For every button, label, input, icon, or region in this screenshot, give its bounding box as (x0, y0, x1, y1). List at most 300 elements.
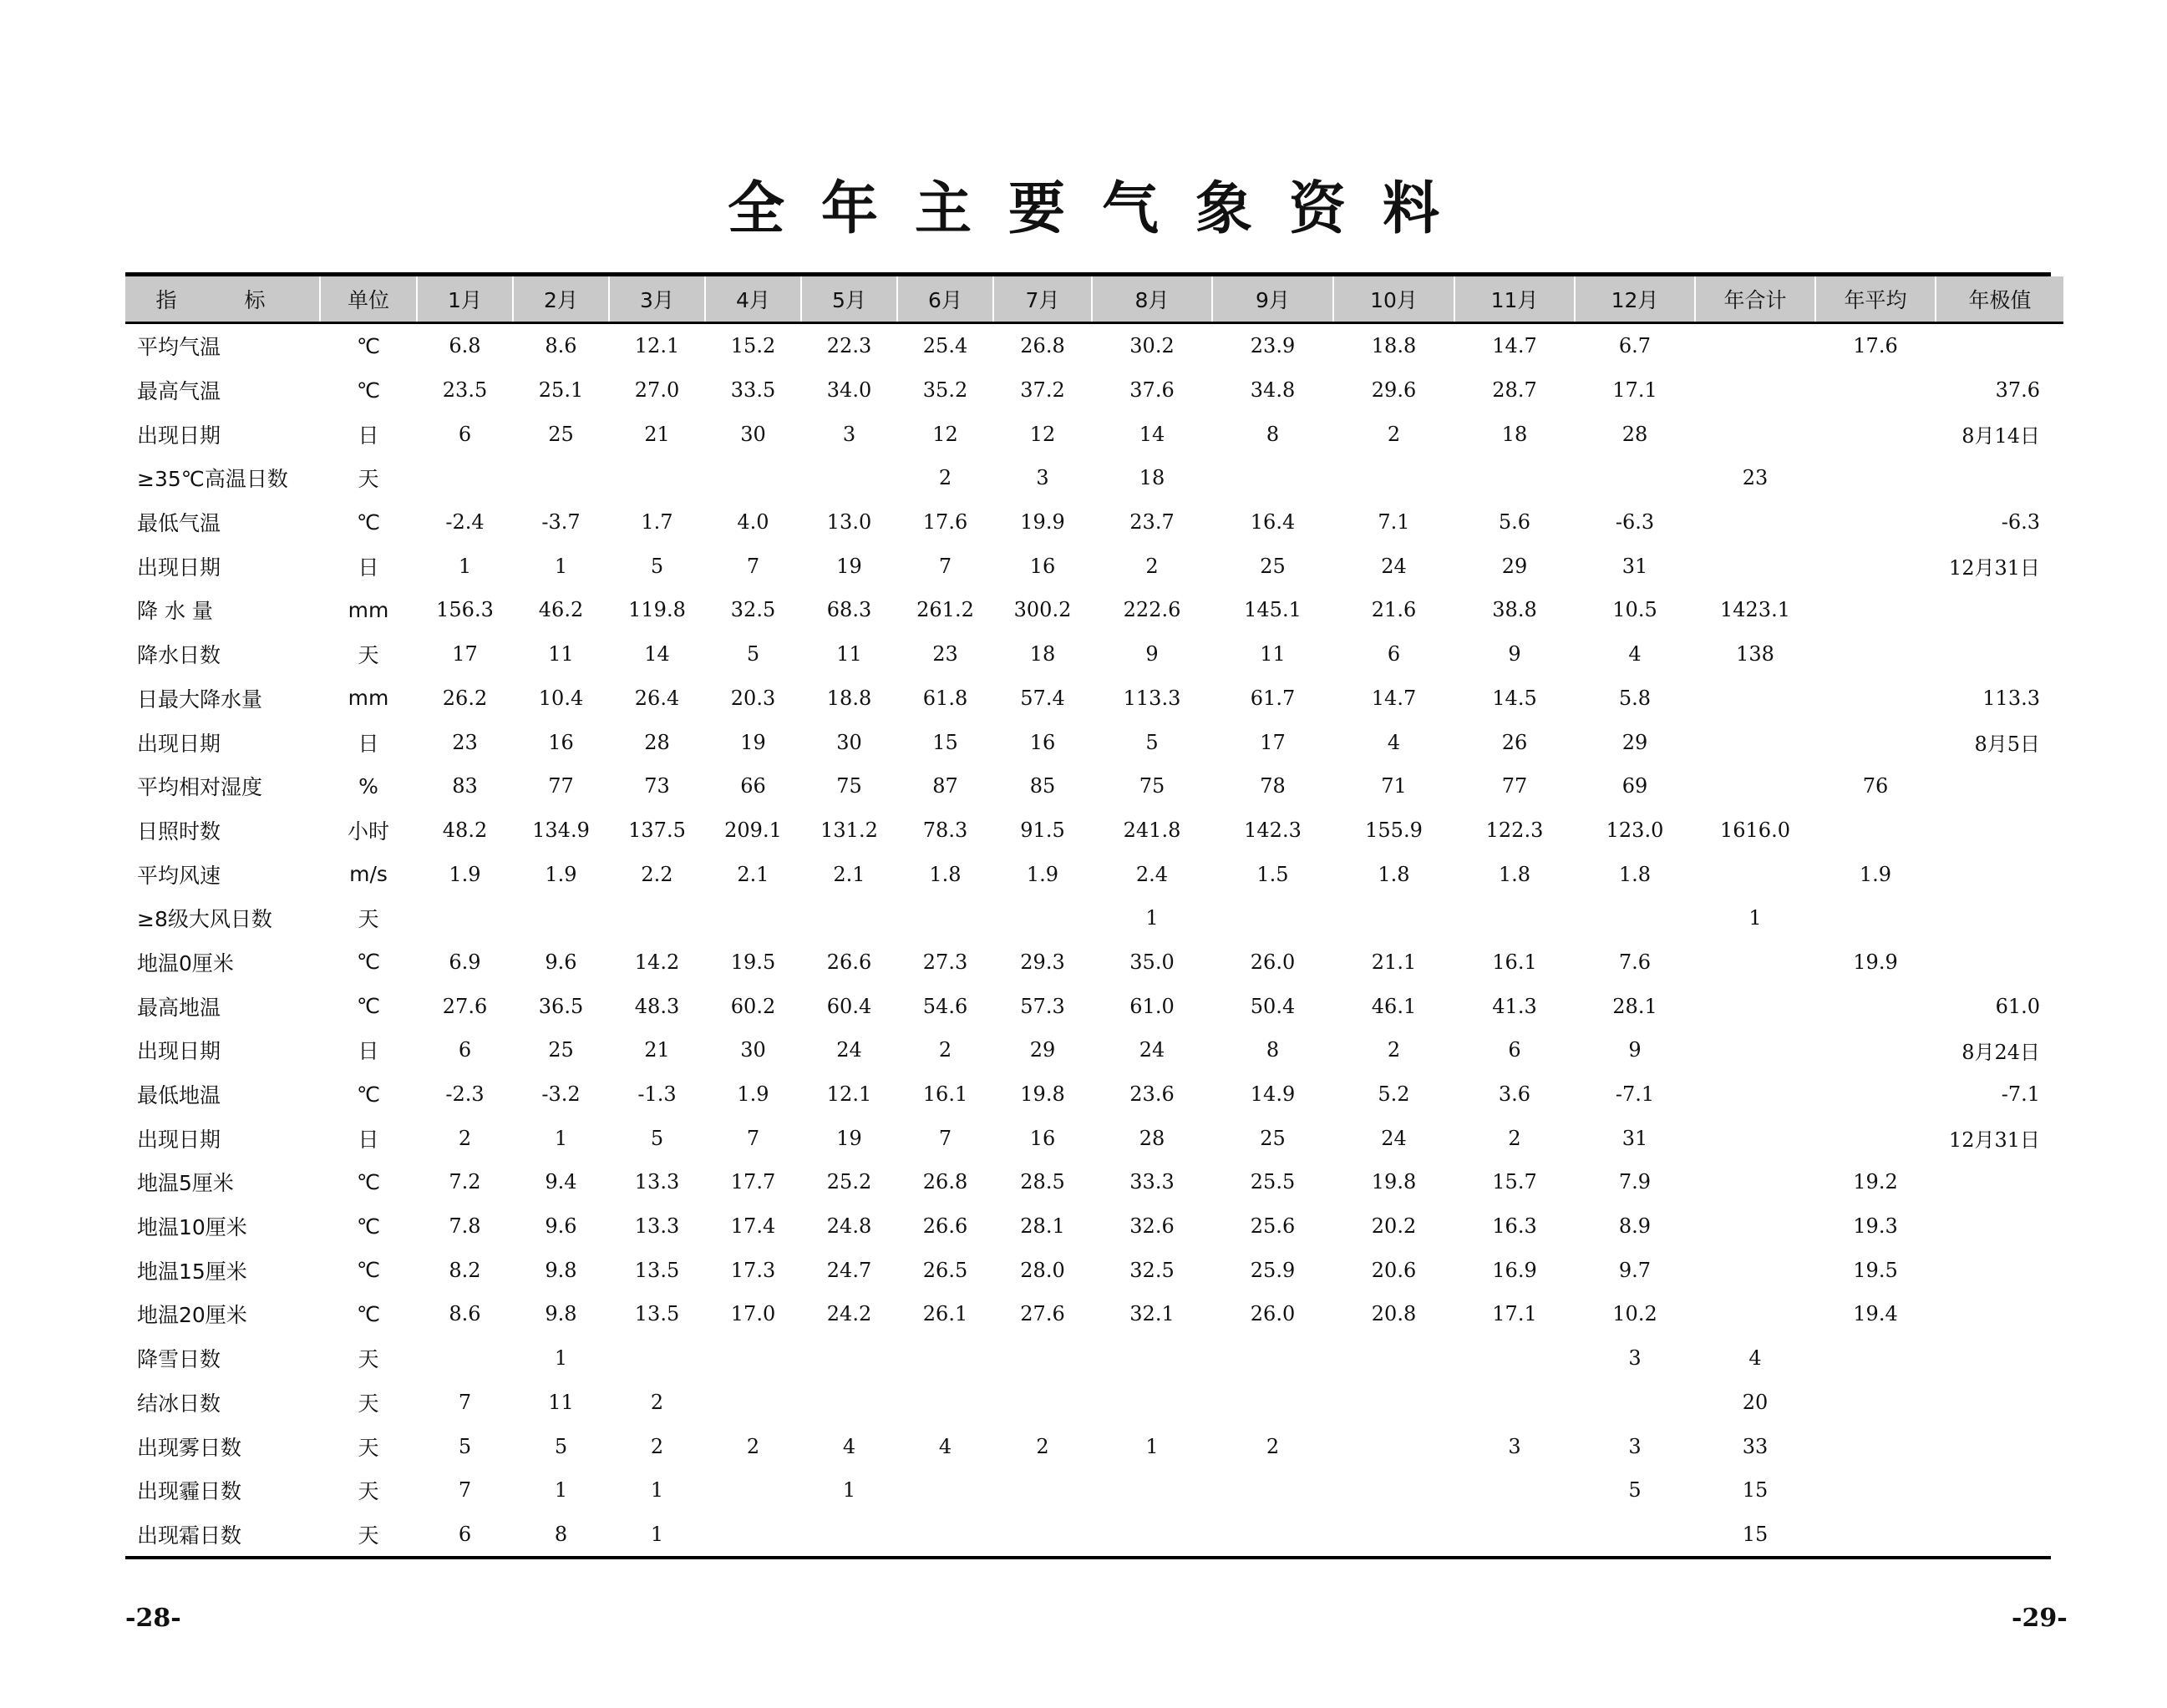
value-cell: 17.7 (730, 1170, 776, 1194)
value-cell: 1 (554, 554, 568, 578)
value-cell: 145.1 (1244, 598, 1302, 622)
annual-extreme-cell (1936, 1424, 2063, 1468)
value-cell (1815, 720, 1936, 764)
column-header: 11月 (1454, 276, 1575, 323)
row-label: 降 水 量 (137, 599, 213, 624)
value-cell: 2 (938, 1038, 952, 1062)
value-cell: 13.0 (826, 510, 872, 535)
unit-cell: ℃ (356, 950, 381, 975)
value-cell: 3.6 (1498, 1082, 1531, 1107)
row-label: 平均风速 (137, 863, 221, 888)
column-header: 年极值 (1936, 276, 2063, 323)
value-cell: 7 (938, 554, 952, 578)
value-cell (1815, 1072, 1936, 1117)
annual-extreme-cell (1936, 896, 2063, 940)
row-label: 最低地温 (137, 1083, 221, 1108)
value-cell (897, 896, 993, 940)
value-cell (1575, 1513, 1695, 1557)
row-label: 出现雾日数 (137, 1435, 242, 1460)
value-cell (801, 456, 897, 500)
value-cell (609, 1336, 705, 1381)
value-cell (801, 896, 897, 940)
value-cell: -6.3 (1615, 510, 1655, 535)
value-cell: 2 (938, 466, 952, 490)
column-header: 6月 (897, 276, 993, 323)
value-cell: 20.8 (1371, 1302, 1417, 1326)
value-cell: 20 (1742, 1390, 1769, 1414)
value-cell: 113.3 (1123, 686, 1181, 710)
value-cell: 1.9 (737, 1082, 769, 1107)
value-cell: 9 (1145, 642, 1159, 666)
value-cell (1695, 500, 1815, 545)
table-header-row (125, 276, 2063, 323)
value-cell: 32.5 (1129, 1258, 1175, 1282)
value-cell (1454, 896, 1575, 940)
unit-cell: 天 (358, 643, 379, 668)
annual-extreme-cell: 8月5日 (1974, 732, 2040, 757)
value-cell: 2.1 (833, 862, 865, 886)
value-cell: 15 (1742, 1522, 1769, 1546)
value-cell: 6 (1508, 1038, 1521, 1062)
unit-cell: ℃ (356, 1301, 381, 1326)
value-cell: 9 (1508, 642, 1521, 666)
value-cell (1333, 456, 1454, 500)
value-cell: 16.1 (922, 1082, 968, 1107)
value-cell: 155.9 (1365, 818, 1423, 842)
table-row (125, 1072, 2063, 1117)
page-title: 全年主要气象资料 (727, 175, 1476, 242)
value-cell: 7 (746, 1126, 760, 1150)
value-cell (705, 1513, 801, 1557)
value-cell: 25.2 (826, 1170, 872, 1194)
value-cell: 18.8 (826, 686, 872, 710)
value-cell: 25.6 (1250, 1214, 1296, 1239)
value-cell (1815, 544, 1936, 588)
annual-extreme-cell: -6.3 (2001, 510, 2040, 535)
unit-cell: ℃ (356, 1258, 381, 1283)
value-cell: 11 (548, 1390, 574, 1414)
row-label: 出现霾日数 (137, 1479, 242, 1504)
value-cell: 32.1 (1129, 1302, 1175, 1326)
value-cell (1333, 896, 1454, 940)
table-row (125, 632, 2063, 677)
value-cell: 19 (740, 730, 766, 754)
value-cell: 7.8 (449, 1214, 481, 1239)
value-cell: 138 (1736, 642, 1774, 666)
value-cell: 33 (1742, 1434, 1769, 1458)
value-cell (1695, 412, 1815, 456)
value-cell: 9 (1628, 1038, 1642, 1062)
value-cell: 75 (836, 774, 862, 798)
value-cell: 3 (1628, 1434, 1642, 1458)
value-cell: 34.0 (826, 378, 872, 403)
value-cell: 24 (1381, 1126, 1407, 1150)
value-cell: 18 (1029, 642, 1056, 666)
value-cell (1815, 808, 1936, 853)
value-cell (417, 1336, 513, 1381)
value-cell: 131.2 (820, 818, 878, 842)
value-cell: 5 (1145, 730, 1159, 754)
value-cell: 6.8 (449, 334, 481, 358)
value-cell: 300.2 (1013, 598, 1072, 622)
value-cell: 16 (1029, 730, 1056, 754)
value-cell: 15.2 (730, 334, 776, 358)
value-cell: 26.6 (826, 950, 872, 974)
value-cell: 57.3 (1020, 994, 1065, 1018)
value-cell: 9.6 (545, 950, 577, 974)
value-cell: 60.2 (730, 994, 776, 1018)
value-cell: 19.8 (1020, 1082, 1065, 1107)
value-cell: 17 (1260, 730, 1286, 754)
value-cell: 37.2 (1020, 378, 1065, 403)
value-cell: 75 (1139, 774, 1165, 798)
value-cell: 4 (1387, 730, 1401, 754)
value-cell: 1.8 (1378, 862, 1410, 886)
row-label: 地温10厘米 (137, 1215, 247, 1240)
annual-extreme-cell: 37.6 (1995, 378, 2040, 403)
value-cell: 14.7 (1371, 686, 1417, 710)
value-cell: 29 (1029, 1038, 1056, 1062)
value-cell: 19.2 (1853, 1170, 1898, 1194)
value-cell: 20.3 (730, 686, 776, 710)
value-cell: 73 (644, 774, 670, 798)
value-cell (1212, 1336, 1333, 1381)
unit-cell: 小时 (347, 819, 389, 844)
annual-extreme-cell (1936, 1468, 2063, 1513)
value-cell (1815, 1381, 1936, 1425)
value-cell: 11 (1260, 642, 1286, 666)
annual-extreme-cell (1936, 1381, 2063, 1425)
annual-extreme-cell (1936, 456, 2063, 500)
table-row (125, 1204, 2063, 1249)
value-cell: 5 (458, 1434, 472, 1458)
value-cell: 5.6 (1498, 510, 1531, 535)
row-label: 平均气温 (137, 335, 221, 360)
row-label: 降水日数 (137, 643, 221, 668)
value-cell (1212, 1513, 1333, 1557)
value-cell: 17 (452, 642, 478, 666)
value-cell: 85 (1029, 774, 1056, 798)
row-label: 地温0厘米 (137, 950, 234, 976)
value-cell: 1616.0 (1720, 818, 1790, 842)
table-row (125, 323, 2063, 368)
table-row (125, 1292, 2063, 1336)
value-cell (1815, 677, 1936, 721)
value-cell: 23 (452, 730, 478, 754)
value-cell (1333, 1468, 1454, 1513)
value-cell: 34.8 (1250, 378, 1296, 403)
value-cell (705, 1336, 801, 1381)
value-cell: 6 (458, 1522, 472, 1546)
value-cell (1695, 1116, 1815, 1160)
table-row (125, 588, 2063, 632)
value-cell: 4 (938, 1434, 952, 1458)
value-cell: 21 (644, 1038, 670, 1062)
column-header: 8月 (1092, 276, 1212, 323)
value-cell: 1.5 (1256, 862, 1289, 886)
value-cell: -2.3 (445, 1082, 485, 1107)
value-cell: 48.2 (442, 818, 488, 842)
column-header: 指 标 (125, 276, 320, 323)
value-cell: 11 (548, 642, 574, 666)
value-cell: 16.4 (1250, 510, 1296, 535)
value-cell: 5.8 (1618, 686, 1652, 710)
value-cell (1695, 1248, 1815, 1292)
value-cell: 6 (1387, 642, 1401, 666)
value-cell: 15 (932, 730, 958, 754)
value-cell: 8 (1266, 422, 1280, 446)
value-cell: 122.3 (1485, 818, 1544, 842)
value-cell (1695, 368, 1815, 413)
value-cell: 28.0 (1020, 1258, 1065, 1282)
value-cell: 28.1 (1612, 994, 1657, 1018)
value-cell (1575, 1381, 1695, 1425)
table-row (125, 1468, 2063, 1513)
unit-cell: 日 (358, 1127, 379, 1152)
value-cell: 91.5 (1020, 818, 1065, 842)
value-cell (1695, 1204, 1815, 1249)
value-cell: 137.5 (628, 818, 686, 842)
value-cell: 156.3 (436, 598, 494, 622)
table-row (125, 1513, 2063, 1557)
unit-cell: 日 (358, 423, 379, 448)
value-cell: 8 (554, 1522, 568, 1546)
value-cell: 1.7 (641, 510, 673, 535)
value-cell: 19.8 (1371, 1170, 1417, 1194)
value-cell: 14 (644, 642, 670, 666)
unit-cell: 天 (358, 907, 379, 932)
table-row (125, 808, 2063, 853)
value-cell: 26.0 (1250, 950, 1296, 974)
value-cell: 28.5 (1020, 1170, 1065, 1194)
unit-cell: 天 (358, 1523, 379, 1548)
value-cell (993, 1381, 1092, 1425)
unit-cell: m/s (349, 862, 388, 887)
value-cell: 27.6 (1020, 1302, 1065, 1326)
value-cell: 1423.1 (1720, 598, 1790, 622)
unit-cell: mm (348, 597, 389, 622)
value-cell (513, 456, 609, 500)
value-cell (897, 1336, 993, 1381)
table-row (125, 720, 2063, 764)
value-cell (417, 456, 513, 500)
value-cell (1333, 1424, 1454, 1468)
value-cell (993, 1336, 1092, 1381)
value-cell: 1.8 (1498, 862, 1531, 886)
value-cell: 30 (740, 422, 766, 446)
value-cell (513, 896, 609, 940)
value-cell (705, 896, 801, 940)
value-cell (1454, 1336, 1575, 1381)
value-cell (1212, 896, 1333, 940)
value-cell: 28 (1139, 1126, 1165, 1150)
unit-cell: % (358, 773, 378, 798)
value-cell: 19 (836, 554, 862, 578)
unit-cell: 日 (358, 1039, 379, 1064)
value-cell (897, 1513, 993, 1557)
row-label: 地温15厘米 (137, 1259, 247, 1284)
value-cell: 5 (1628, 1478, 1642, 1503)
value-cell (1454, 1513, 1575, 1557)
value-cell: 1 (842, 1478, 856, 1503)
table-body (125, 323, 2063, 1557)
value-cell: 17.1 (1612, 378, 1657, 403)
value-cell: 4 (842, 1434, 856, 1458)
value-cell: 9.6 (545, 1214, 577, 1239)
value-cell (1695, 1160, 1815, 1204)
value-cell: 26.1 (922, 1302, 968, 1326)
value-cell: 1 (458, 554, 472, 578)
value-cell: 19.4 (1853, 1302, 1898, 1326)
value-cell: 28 (644, 730, 670, 754)
value-cell (1815, 456, 1936, 500)
value-cell: 29 (1501, 554, 1528, 578)
value-cell: 7 (938, 1126, 952, 1150)
value-cell: 21.6 (1371, 598, 1417, 622)
value-cell: 23 (932, 642, 958, 666)
value-cell: 8.6 (449, 1302, 481, 1326)
value-cell: 60.4 (826, 994, 872, 1018)
value-cell: 261.2 (916, 598, 974, 622)
value-cell: 2 (1036, 1434, 1049, 1458)
unit-cell: ℃ (356, 378, 381, 403)
value-cell: 37.6 (1129, 378, 1175, 403)
value-cell: 3 (1036, 466, 1049, 490)
value-cell: 71 (1381, 774, 1407, 798)
value-cell: 26.8 (1020, 334, 1065, 358)
value-cell (1695, 323, 1815, 368)
value-cell: 23.6 (1129, 1082, 1175, 1107)
value-cell: 209.1 (724, 818, 782, 842)
value-cell (801, 1336, 897, 1381)
value-cell: 2 (1266, 1434, 1280, 1458)
value-cell: 9.7 (1618, 1258, 1652, 1282)
value-cell: 12 (932, 422, 958, 446)
value-cell: 23.9 (1250, 334, 1296, 358)
value-cell: 7.2 (449, 1170, 481, 1194)
value-cell (1815, 1513, 1936, 1557)
table-row (125, 896, 2063, 940)
value-cell: 11 (836, 642, 862, 666)
value-cell: 28.1 (1020, 1214, 1065, 1239)
value-cell: 25.5 (1250, 1170, 1296, 1194)
value-cell (705, 1468, 801, 1513)
column-header: 9月 (1212, 276, 1333, 323)
value-cell: 3 (842, 422, 856, 446)
value-cell: 7.6 (1618, 950, 1652, 974)
unit-cell: 天 (358, 1391, 379, 1416)
value-cell (1695, 1028, 1815, 1072)
value-cell: 19.9 (1020, 510, 1065, 535)
unit-cell: 天 (358, 1347, 379, 1372)
value-cell: 2 (1508, 1126, 1521, 1150)
value-cell (1695, 984, 1815, 1028)
row-label: 结冰日数 (137, 1391, 221, 1416)
value-cell: -2.4 (445, 510, 485, 535)
value-cell: 26.4 (634, 686, 680, 710)
unit-cell: 天 (358, 1435, 379, 1460)
value-cell (1092, 1513, 1212, 1557)
table-row (125, 1028, 2063, 1072)
value-cell: 78 (1260, 774, 1286, 798)
value-cell: 32.6 (1129, 1214, 1175, 1239)
value-cell: 8.2 (449, 1258, 481, 1282)
value-cell: 17.3 (730, 1258, 776, 1282)
value-cell: 14 (1139, 422, 1165, 446)
value-cell (705, 1381, 801, 1425)
unit-cell: ℃ (356, 333, 381, 358)
value-cell: 16.3 (1492, 1214, 1537, 1239)
column-header: 3月 (609, 276, 705, 323)
value-cell: 1 (1748, 906, 1762, 930)
value-cell (801, 1381, 897, 1425)
value-cell (1815, 1028, 1936, 1072)
value-cell: 25.9 (1250, 1258, 1296, 1282)
value-cell: 76 (1862, 774, 1889, 798)
value-cell (609, 456, 705, 500)
row-label: ≥35℃高温日数 (137, 467, 288, 492)
annual-extreme-cell (1936, 323, 2063, 368)
value-cell (993, 1468, 1092, 1513)
table-row (125, 456, 2063, 500)
value-cell (1815, 500, 1936, 545)
value-cell: 13.3 (634, 1214, 680, 1239)
value-cell: 14.9 (1250, 1082, 1296, 1107)
value-cell (1333, 1381, 1454, 1425)
value-cell (1815, 368, 1936, 413)
value-cell: 1.9 (1859, 862, 1892, 886)
value-cell: 24.7 (826, 1258, 872, 1282)
value-cell (1815, 412, 1936, 456)
value-cell: 2 (650, 1434, 664, 1458)
table-row (125, 984, 2063, 1028)
annual-extreme-cell (1936, 1513, 2063, 1557)
weather-table (125, 276, 2063, 1556)
value-cell: 31 (1621, 554, 1648, 578)
value-cell: 36.5 (538, 994, 584, 1018)
value-cell (1454, 456, 1575, 500)
value-cell (1575, 456, 1695, 500)
value-cell: 7.1 (1378, 510, 1410, 535)
value-cell: 1 (650, 1522, 664, 1546)
value-cell: 23.5 (442, 378, 488, 403)
value-cell: 15 (1742, 1478, 1769, 1503)
annual-extreme-cell (1936, 1336, 2063, 1381)
value-cell (897, 1468, 993, 1513)
value-cell: 46.1 (1371, 994, 1417, 1018)
table-row (125, 1381, 2063, 1425)
value-cell: 18.8 (1371, 334, 1417, 358)
value-cell: 83 (452, 774, 478, 798)
value-cell: 142.3 (1244, 818, 1302, 842)
table-row (125, 852, 2063, 896)
value-cell: 1.9 (449, 862, 481, 886)
value-cell: 54.6 (922, 994, 968, 1018)
value-cell (1695, 677, 1815, 721)
value-cell: 9.8 (545, 1258, 577, 1282)
row-label: 出现日期 (137, 1039, 221, 1064)
value-cell: 1.9 (545, 862, 577, 886)
value-cell: 18 (1501, 422, 1528, 446)
value-cell: -1.3 (637, 1082, 677, 1107)
annual-extreme-cell (1936, 808, 2063, 853)
value-cell: 33.3 (1129, 1170, 1175, 1194)
annual-extreme-cell (1936, 1248, 2063, 1292)
value-cell: 17.4 (730, 1214, 776, 1239)
value-cell: 28 (1621, 422, 1648, 446)
unit-cell: 天 (358, 1479, 379, 1504)
row-label: 出现日期 (137, 423, 221, 448)
